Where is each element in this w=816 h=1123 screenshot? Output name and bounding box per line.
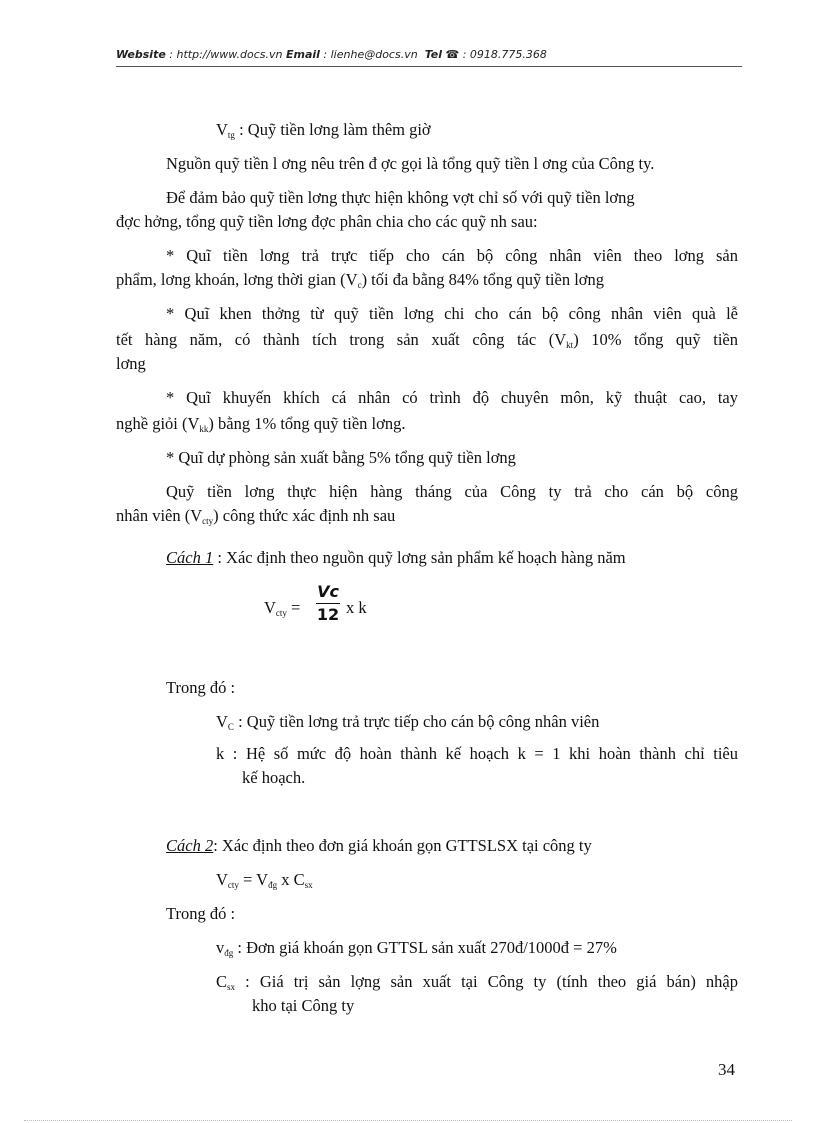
k-definition-line-1: k : Hệ số mức độ hoàn thành kế hoạch k = 1 khi hoàn thành chỉ tiêu — [216, 744, 738, 763]
header-divider — [116, 66, 742, 67]
paragraph-3-line-2: nhân viên $(V_{cty})$ công thức xác định nh sau — [116, 506, 396, 526]
formula-1-fraction — [316, 582, 340, 625]
method-1-heading: Cách 1 : Xác định theo nguồn quỹ lơng sản phẩm kế hoạch hàng năm — [166, 548, 626, 567]
formula-1-lhs: $V_{cty}$ = — [264, 598, 301, 618]
method-2-label: Cách 2 — [166, 836, 214, 855]
fraction-denominator: 12 — [316, 605, 340, 624]
vtg-definition: $V_{tg}$ : Quỹ tiền lơng làm thêm giờ — [216, 120, 431, 140]
method-1-label: Cách 1 — [166, 548, 214, 567]
bullet-3-line-2: nghề giỏi $(V_{kk})$ bằng 1% tổng quỹ tiền lơng. — [116, 414, 406, 434]
email-value[interactable]: lienhe@docs.vn — [330, 48, 418, 61]
vdg-definition: $v_{đg}$ : Đơn giá khoán gọn GTTSL sản xuất 270đ/1000đ = 27% — [216, 938, 617, 958]
bullet-1-line-1: * Quĩ tiền lơng trả trực tiếp cho cán bộ công nhân viên theo lơng sản — [166, 246, 738, 265]
paragraph-3-line-1: Quỹ tiền lơng thực hiện hàng tháng của Công ty trả cho cán bộ công — [166, 482, 738, 501]
footer-divider — [24, 1120, 792, 1121]
phone-icon: ☎ — [445, 48, 460, 61]
csx-definition-line-2: kho tại Công ty — [252, 996, 355, 1015]
trong-do-1: Trong đó : — [166, 678, 236, 697]
method-2-heading: Cách 2: Xác định theo đơn giá khoán gọn GTTSLSX tại công ty — [166, 836, 592, 855]
fraction-numerator: Vc — [317, 582, 339, 601]
page-number: 34 — [718, 1060, 735, 1079]
website-label: Website — [116, 48, 166, 61]
bullet-1-line-2: phẩm, lơng khoán, lơng thời gian $(V_c)$ tối đa bằng 84% tổng quỹ tiền lơng — [116, 270, 605, 290]
k-definition-line-2: kế hoạch. — [242, 768, 306, 787]
vc-definition: $V_C$ : Quỹ tiền lơng trả trực tiếp cho cán bộ công nhân viên — [216, 712, 600, 732]
bullet-4: * Quĩ dự phòng sản xuất bằng 5% tổng quỹ tiền lơng — [166, 448, 516, 467]
trong-do-2: Trong đó : — [166, 904, 236, 923]
formula-2: $V_{cty} = V_{đg}$ x $C_{sx}$ — [216, 870, 313, 890]
website-sep: : — [165, 48, 177, 61]
paragraph-2-line-2: đợc hởng, tổng quỹ tiền lơng đợc phân chia cho các quỹ nh sau: — [116, 212, 538, 231]
bullet-2-line-1: * Quĩ khen thởng từ quỹ tiền lơng chi cho cán bộ công nhân viên quà lễ — [166, 304, 738, 323]
paragraph-1: Nguồn quỹ tiền l ơng nêu trên đ ợc gọi là tổng quỹ tiền l ơng của Công ty. — [166, 154, 655, 173]
tel-label: Tel — [424, 48, 443, 61]
page-header — [116, 48, 742, 61]
email-sep: : — [319, 48, 331, 61]
csx-definition-line-1: $C_{sx}$ : Giá trị sản lợng sản xuất tại Công ty (tính theo giá bán) nhập — [216, 972, 738, 992]
paragraph-2-line-1: Để đảm bảo quỹ tiền lơng thực hiện không vợt chỉ số với quỹ tiền lơng — [166, 188, 635, 207]
bullet-2-line-3: lơng — [116, 354, 146, 373]
fraction-bar — [316, 603, 340, 604]
bullet-3-line-1: * Quĩ khuyến khích cá nhân có trình độ chuyên môn, kỹ thuật cao, tay — [166, 388, 738, 407]
email-label: Email — [285, 48, 320, 61]
formula-1-tail: x k — [346, 598, 367, 617]
website-url[interactable]: http://www.docs.vn — [176, 48, 283, 61]
tel-value: : 0918.775.368 — [459, 48, 547, 61]
bullet-2-line-2: tết hàng năm, có thành tích trong sản xuất công tác $(V_{kt})$ 10% tổng quỹ tiền — [116, 330, 738, 350]
